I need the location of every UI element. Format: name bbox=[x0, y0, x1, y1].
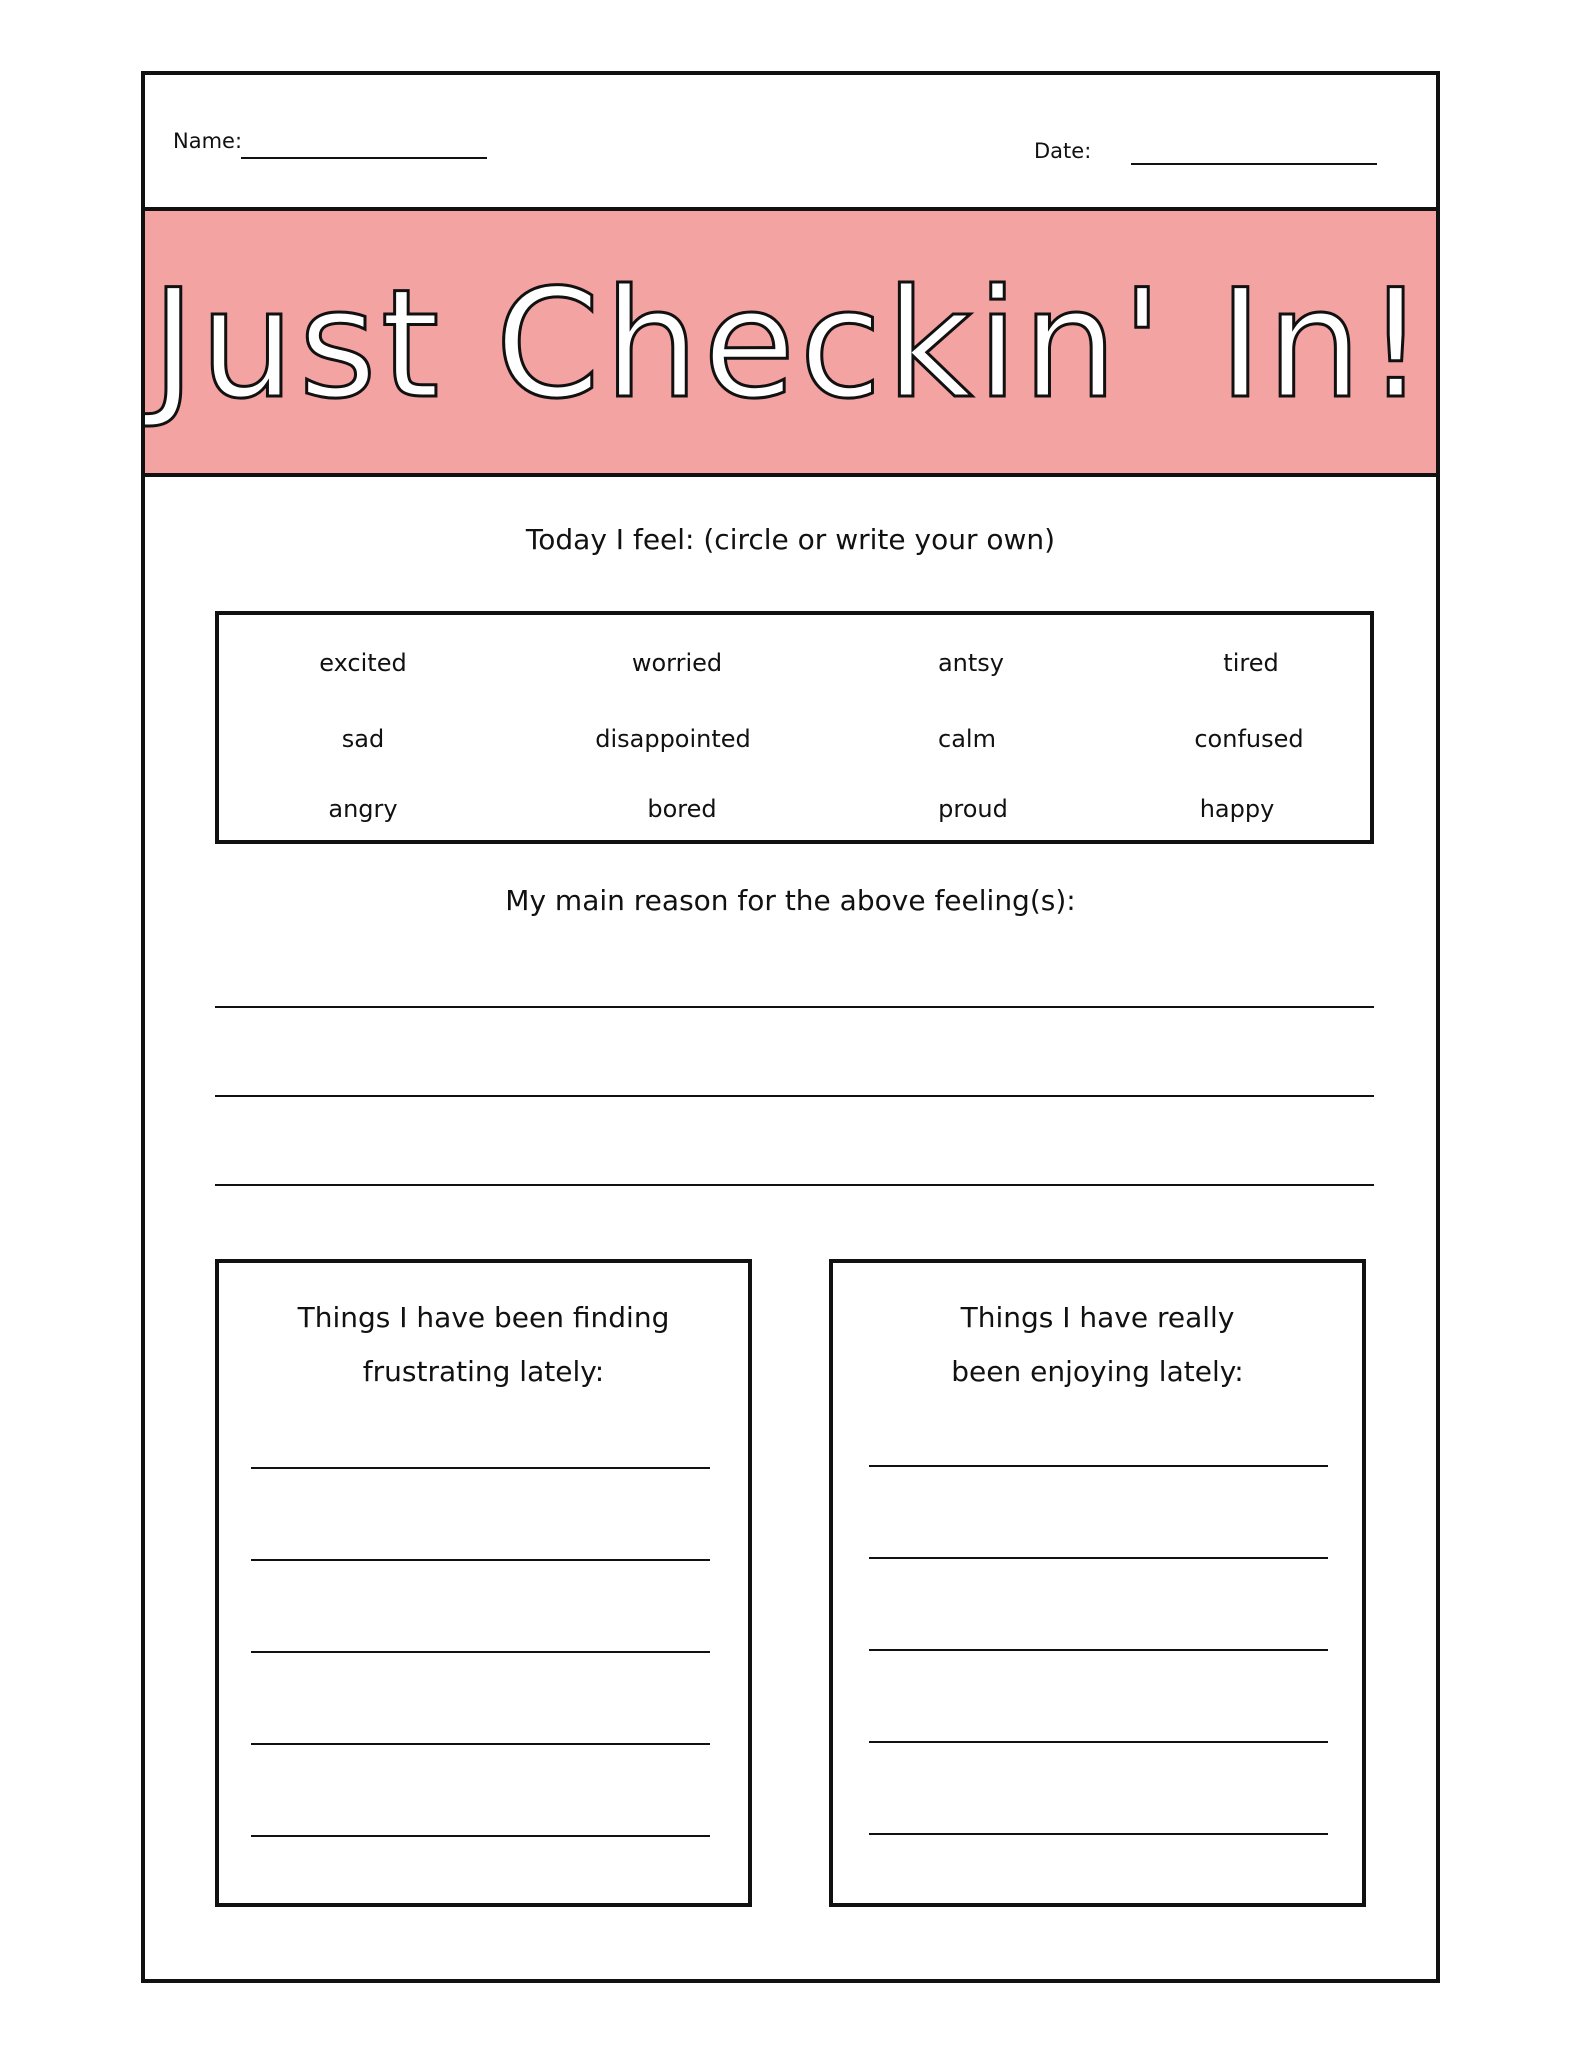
enjoying-line[interactable] bbox=[869, 1649, 1328, 1651]
feeling-option[interactable]: tired bbox=[1223, 649, 1279, 677]
reason-line[interactable] bbox=[215, 1006, 1374, 1008]
name-field-line[interactable] bbox=[241, 157, 487, 159]
name-label: Name: bbox=[173, 129, 243, 153]
enjoying-title-line: been enjoying lately: bbox=[951, 1355, 1244, 1388]
frustrating-line[interactable] bbox=[251, 1559, 710, 1561]
date-label: Date: bbox=[1034, 139, 1092, 163]
feeling-option[interactable]: angry bbox=[328, 795, 398, 823]
frustrating-title-line: frustrating lately: bbox=[362, 1355, 605, 1388]
frustrating-line[interactable] bbox=[251, 1467, 710, 1469]
feeling-option[interactable]: calm bbox=[938, 725, 996, 753]
title-banner bbox=[145, 211, 1436, 477]
reason-line[interactable] bbox=[215, 1184, 1374, 1186]
frustrating-box bbox=[215, 1259, 752, 1907]
reason-prompt: My main reason for the above feeling(s): bbox=[505, 884, 1076, 917]
enjoying-title-line: Things I have really bbox=[960, 1301, 1235, 1334]
frustrating-title bbox=[219, 1291, 748, 1399]
reason-line[interactable] bbox=[215, 1095, 1374, 1097]
enjoying-line[interactable] bbox=[869, 1833, 1328, 1835]
feeling-option[interactable]: sad bbox=[341, 725, 385, 753]
feeling-option[interactable]: disappointed bbox=[595, 725, 751, 753]
feeling-option[interactable]: worried bbox=[631, 649, 723, 677]
enjoying-title bbox=[833, 1291, 1362, 1399]
frustrating-line[interactable] bbox=[251, 1743, 710, 1745]
page-title: Just Checkin' In! bbox=[151, 258, 1430, 432]
enjoying-line[interactable] bbox=[869, 1557, 1328, 1559]
feeling-option[interactable]: happy bbox=[1199, 795, 1275, 823]
enjoying-box bbox=[829, 1259, 1366, 1907]
feeling-option[interactable]: confused bbox=[1194, 725, 1304, 753]
feeling-option[interactable]: proud bbox=[938, 795, 1008, 823]
feeling-option[interactable]: bored bbox=[647, 795, 717, 823]
feelings-box bbox=[215, 611, 1374, 844]
frustrating-line[interactable] bbox=[251, 1835, 710, 1837]
frustrating-line[interactable] bbox=[251, 1651, 710, 1653]
header-row bbox=[145, 75, 1436, 211]
feelings-prompt: Today I feel: (circle or write your own) bbox=[525, 523, 1056, 556]
frustrating-title-line: Things I have been finding bbox=[297, 1301, 670, 1334]
feeling-option[interactable]: excited bbox=[319, 649, 407, 677]
worksheet bbox=[141, 71, 1440, 1983]
enjoying-line[interactable] bbox=[869, 1465, 1328, 1467]
date-field-line[interactable] bbox=[1131, 163, 1377, 165]
enjoying-line[interactable] bbox=[869, 1741, 1328, 1743]
feeling-option[interactable]: antsy bbox=[937, 649, 1005, 677]
